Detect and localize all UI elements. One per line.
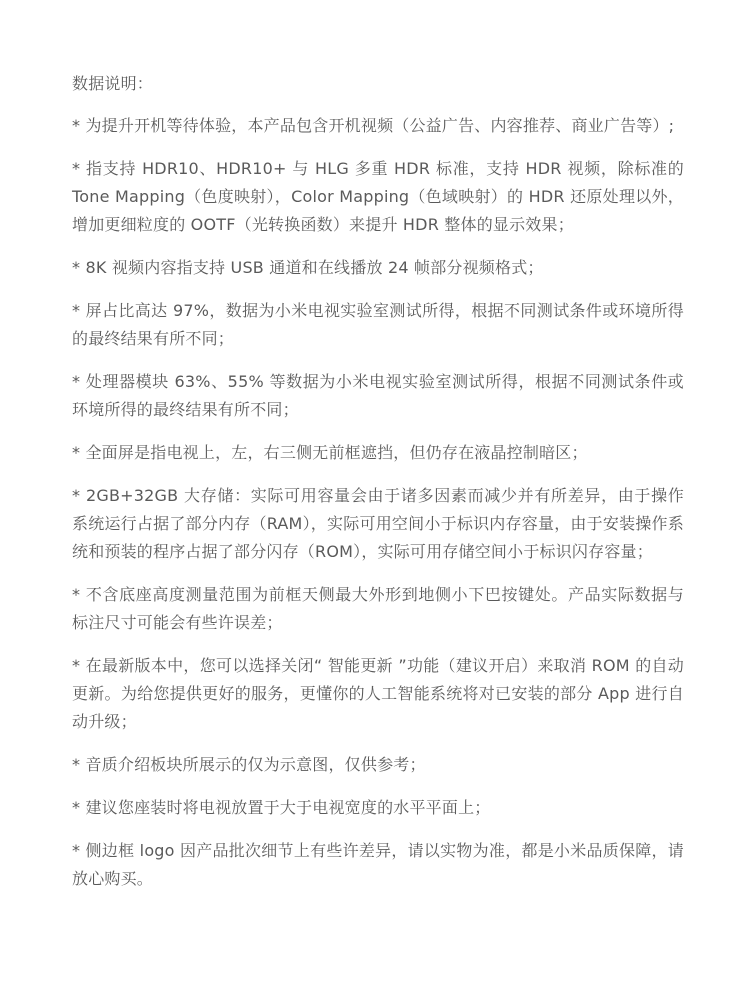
note-measurement: * 不含底座高度测量范围为前框天侧最大外形到地侧小下巴按键处。产品实际数据与标注尺寸可能会有些许误差； xyxy=(72,585,684,632)
note-audio-illustration: * 音质介绍板块所展示的仅为示意图，仅供参考； xyxy=(72,755,426,774)
note-full-screen: * 全面屏是指电视上，左，右三侧无前框遮挡，但仍存在液晶控制暗区； xyxy=(72,443,588,462)
note-side-logo: * 侧边框 logo 因产品批次细节上有些许差异，请以实物为准，都是小米品质保障，请放心购买。 xyxy=(72,841,684,888)
note-8k-video: * 8K 视频内容指支持 USB 通道和在线播放 24 帧部分视频格式； xyxy=(72,258,544,277)
notes-heading: 数据说明： xyxy=(72,74,154,93)
data-notes-document xyxy=(72,70,684,908)
note-processor-module: * 处理器模块 63%、55% 等数据为小米电视实验室测试所得，根据不同测试条件或环境所得的最终结果有所不同； xyxy=(72,372,684,419)
note-hdr-support: * 指支持 HDR10、HDR10+ 与 HLG 多重 HDR 标准，支持 HDR 视频，除标准的 Tone Mapping（色度映射），Color Mapping（色域映射）的 HDR 还原处理以外，增加更细粒度的 OOTF（光转换函数）来提升 HDR 整体的显示效果； xyxy=(72,159,684,234)
note-screen-ratio: * 屏占比高达 97%，数据为小米电视实验室测试所得，根据不同测试条件或环境所得的最终结果有所不同； xyxy=(72,301,684,348)
notes-list xyxy=(72,112,684,893)
note-storage: * 2GB+32GB 大存储：实际可用容量会由于诸多因素而减少并有所差异，由于操作系统运行占据了部分内存（RAM），实际可用空间小于标识内存容量，由于安装操作系统和预装的程序占据了部分闪存（ROM），实际可用存储空间小于标识闪存容量； xyxy=(72,486,684,561)
note-boot-video: * 为提升开机等待体验，本产品包含开机视频（公益广告、内容推荐、商业广告等）; xyxy=(72,116,675,135)
note-installation: * 建议您座装时将电视放置于大于电视宽度的水平平面上； xyxy=(72,798,491,817)
note-smart-update: * 在最新版本中，您可以选择关闭“ 智能更新 ”功能（建议开启）来取消 ROM 的自动更新。为给您提供更好的服务，更懂你的人工智能系统将对已安装的部分 App 进行自动升级； xyxy=(72,656,684,731)
